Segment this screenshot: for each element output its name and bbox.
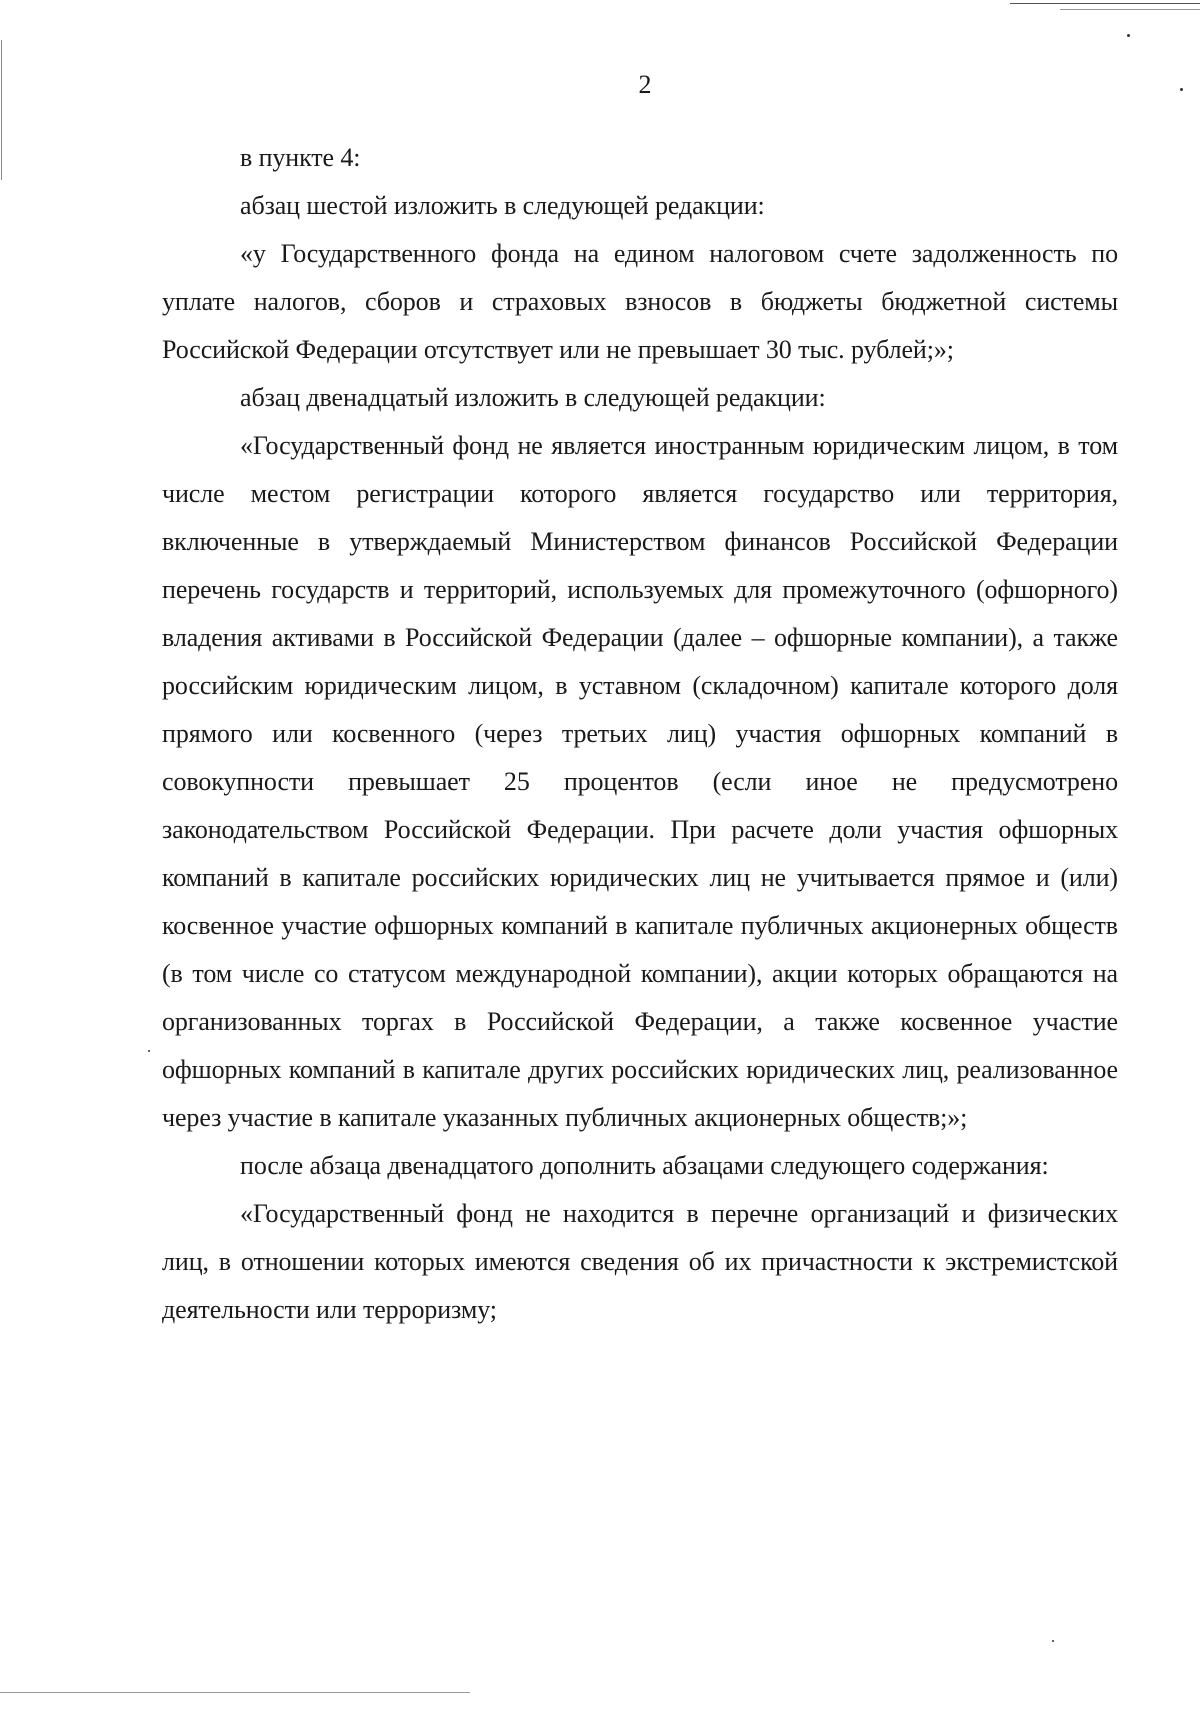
- scan-speck: [1127, 34, 1130, 37]
- scan-edge-line: [1060, 9, 1200, 10]
- paragraph-sixth-amendment-text: «у Государственного фонда на едином налоговом счете задолженность по уплате налогов, сборов и страховых взносов в бюджеты бюджетной системы Российской Федерации отсутствует или не превышает 30 тыс. рублей;»;: [162, 239, 1118, 364]
- scan-speck: [1052, 1640, 1054, 1642]
- document-body: [162, 134, 1118, 1334]
- paragraph-twelfth-amendment-intro: абзац двенадцатый изложить в следующей редакции:: [240, 383, 826, 412]
- paragraph-sixth-amendment-intro: абзац шестой изложить в следующей редакции:: [240, 191, 765, 220]
- paragraph-addition-intro: после абзаца двенадцатого дополнить абзацами следующего содержания:: [240, 1151, 1049, 1180]
- page-number: 2: [638, 70, 652, 99]
- scan-edge-line: [1010, 3, 1200, 4]
- paragraph-twelfth-amendment-text: «Государственный фонд не является иностранным юридическим лицом, в том числе местом регистрации которого является государство или территория, включенные в утверждаемый Министерством финансов Российской Федерации перечень государств и территорий, используемых для промежуточного (офшорного) владения активами в Российской Федерации (далее – офшорные компании), а также российским юридическим лицом, в уставном (складочном) капитале которого доля прямого или косвенного (через третьих лиц) участия офшорных компаний в совокупности превышает 25 процентов (если иное не предусмотрено законодательством Российской Федерации. При расчете доли участия офшорных компаний в капитале российских юридических лиц не учитывается прямое и (или) косвенное участие офшорных компаний в капитале публичных акционерных обществ (в том числе со статусом международной компании), акции которых обращаются на организованных торгах в Российской Федерации, а также косвенное участие офшорных компаний в капитале других российских юридических лиц, реализованное через участие в капитале указанных публичных акционерных обществ;»;: [162, 431, 1118, 1132]
- scan-speck: [148, 1050, 150, 1052]
- scan-edge-line: [0, 1692, 470, 1693]
- scan-edge-line: [1, 40, 2, 180]
- paragraph-point-4: в пункте 4:: [240, 143, 361, 172]
- paragraph-addition-text: «Государственный фонд не находится в перечне организаций и физических лиц, в отношении которых имеются сведения об их причастности к экстремистской деятельности или терроризму;: [162, 1199, 1118, 1324]
